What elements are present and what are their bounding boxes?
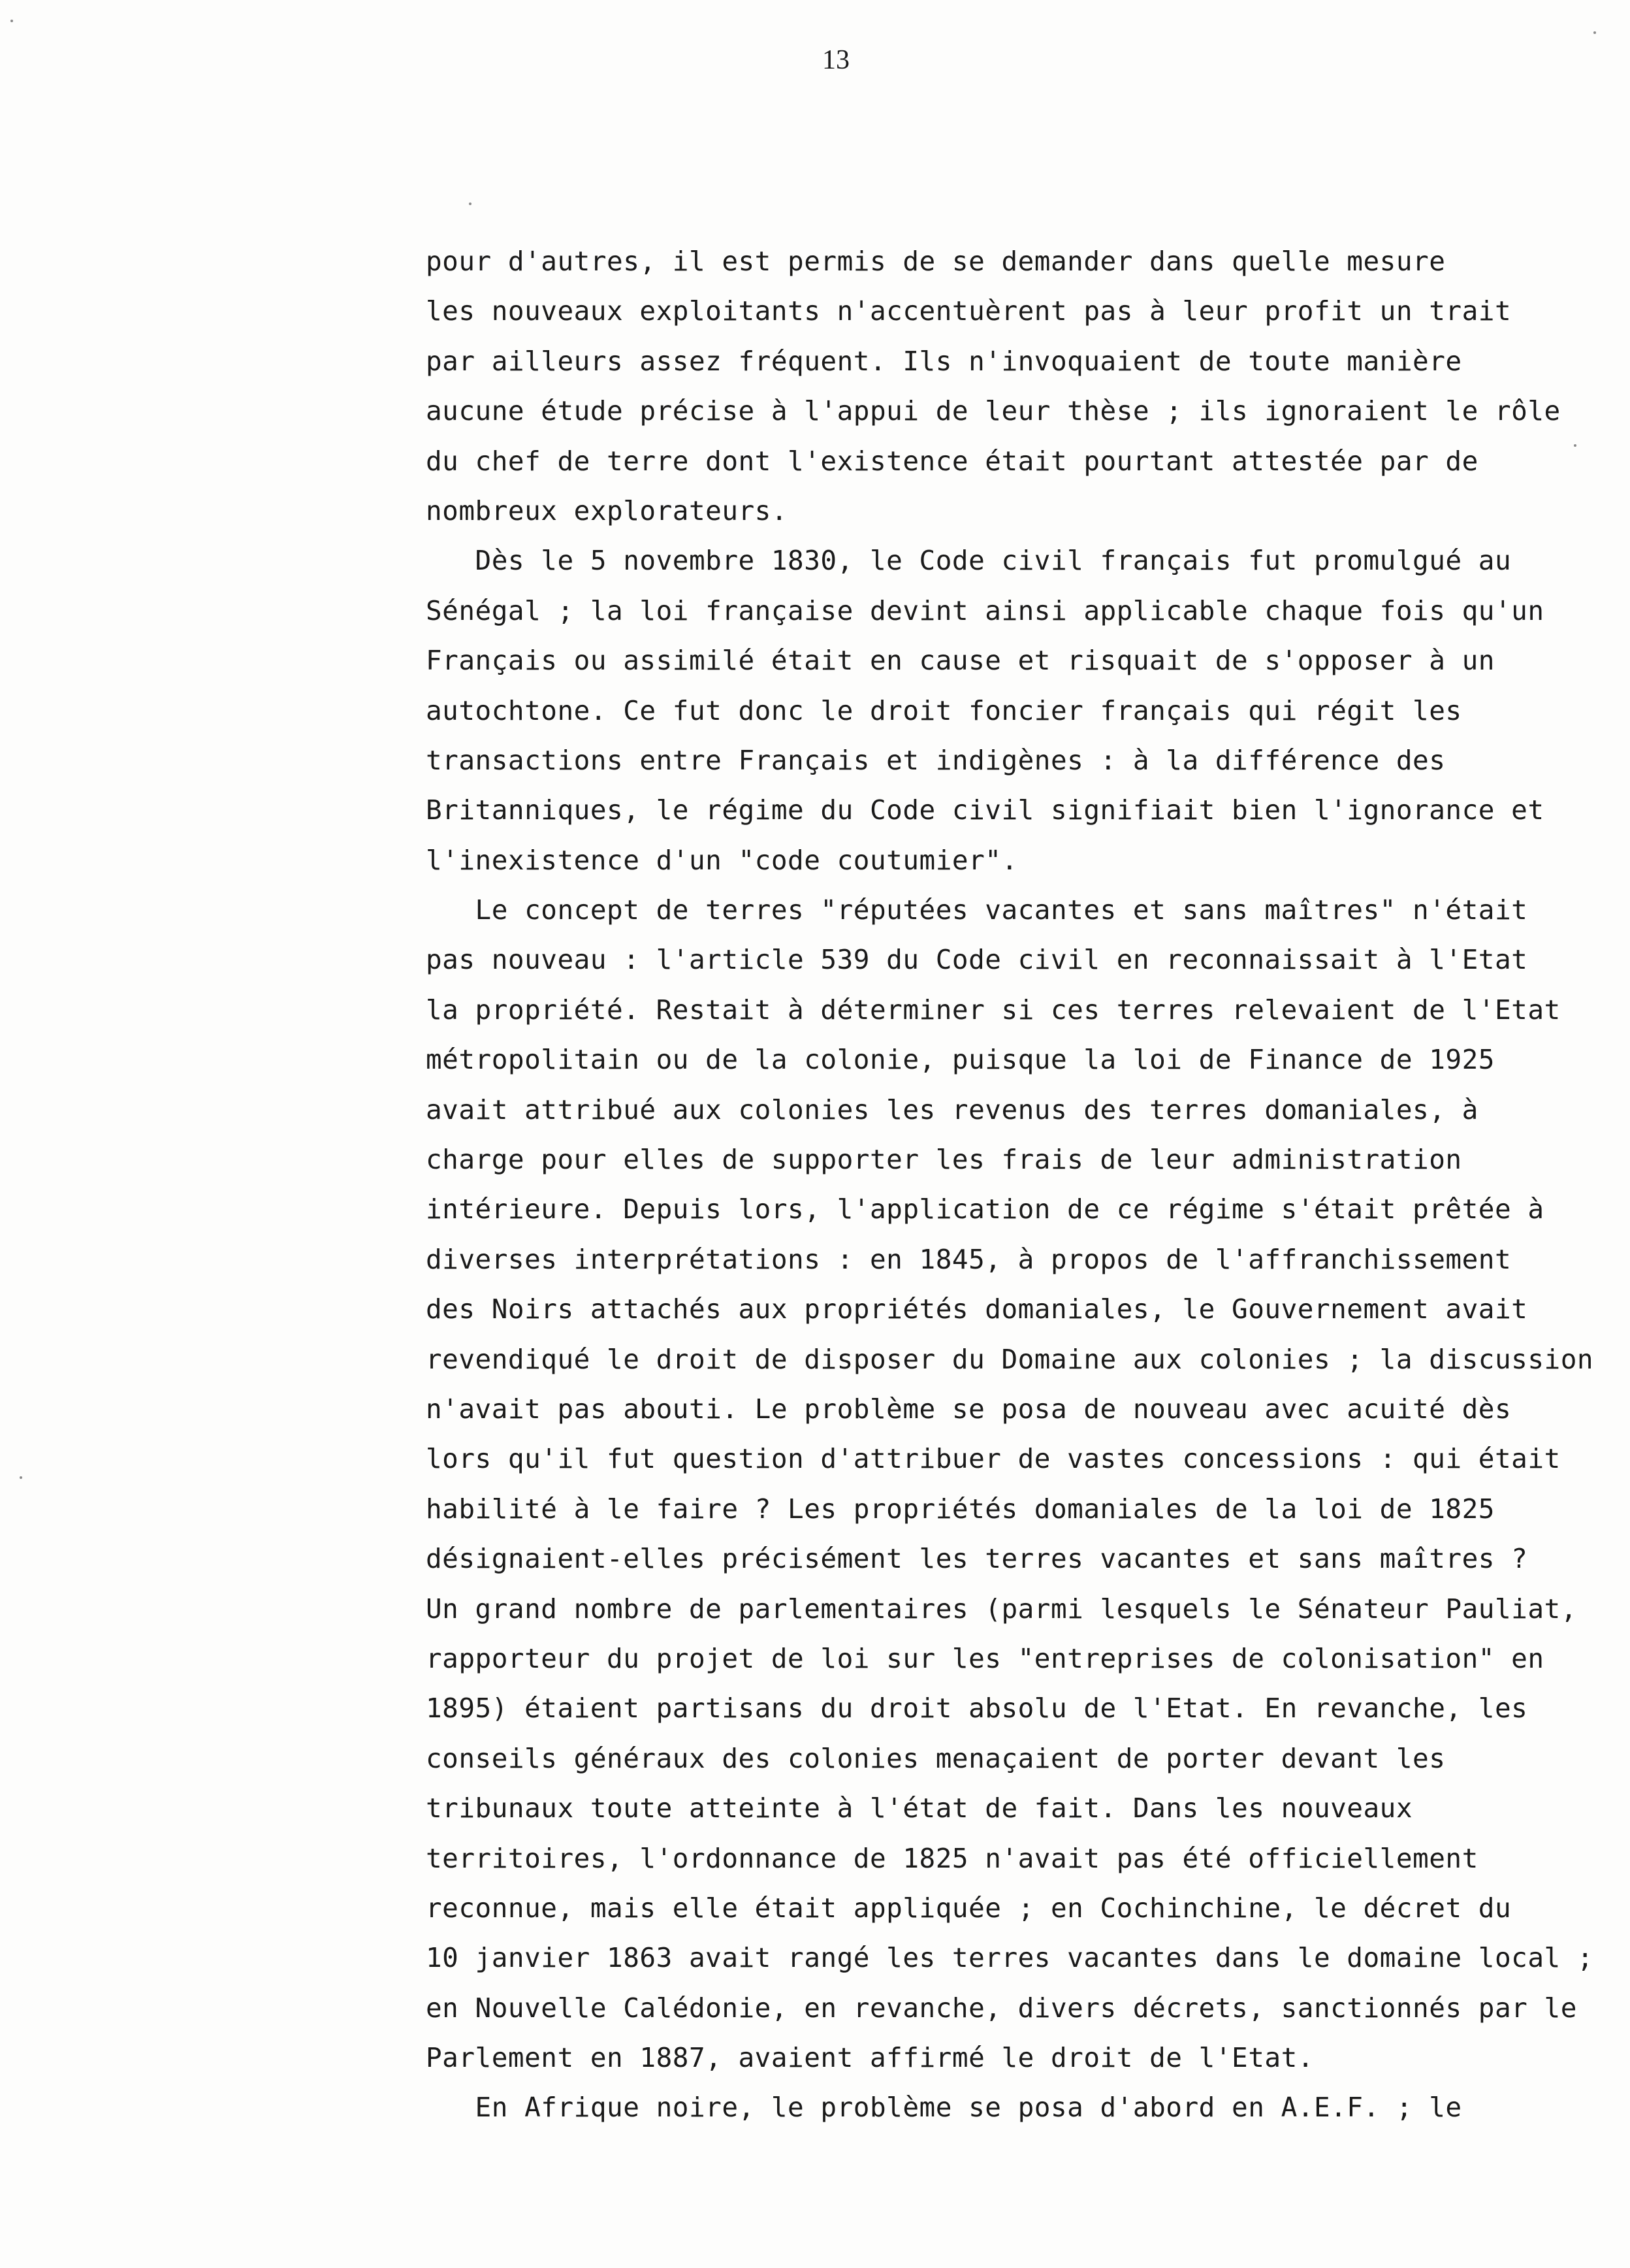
page-number: 13 <box>822 45 850 75</box>
text-line: les nouveaux exploitants n'accentuèrent pas à leur profit un trait <box>426 295 1512 327</box>
text-line: Français ou assimilé était en cause et risquait de s'opposer à un <box>426 645 1495 677</box>
text-line: Britanniques, le régime du Code civil signifiait bien l'ignorance et <box>426 794 1544 826</box>
text-line: Dès le 5 novembre 1830, le Code civil français fut promulgué au <box>426 545 1512 577</box>
text-line: conseils généraux des colonies menaçaient de porter devant les <box>426 1742 1446 1774</box>
text-line: Parlement en 1887, avaient affirmé le droit de l'Etat. <box>426 2042 1314 2074</box>
text-line: en Nouvelle Calédonie, en revanche, divers décrets, sanctionnés par le <box>426 1992 1577 2024</box>
text-line: pour d'autres, il est permis de se demander dans quelle mesure <box>426 246 1446 277</box>
text-line: autochtone. Ce fut donc le droit foncier français qui régit les <box>426 694 1462 726</box>
scan-speck <box>1593 31 1596 34</box>
text-line: lors qu'il fut question d'attribuer de vastes concessions : qui était <box>426 1443 1561 1475</box>
text-line: la propriété. Restait à déterminer si ces terres relevaient de l'Etat <box>426 994 1561 1026</box>
scan-speck <box>469 202 471 205</box>
text-line: Sénégal ; la loi française devint ainsi applicable chaque fois qu'un <box>426 594 1544 626</box>
text-line: du chef de terre dont l'existence était pourtant attestée par de <box>426 445 1478 477</box>
text-line: reconnue, mais elle était appliquée ; en Cochinchine, le décret du <box>426 1892 1512 1924</box>
text-line: diverses interprétations : en 1845, à propos de l'affranchissement <box>426 1243 1512 1275</box>
text-line: par ailleurs assez fréquent. Ils n'invoquaient de toute manière <box>426 345 1462 377</box>
text-line: tribunaux toute atteinte à l'état de fait. Dans les nouveaux <box>426 1792 1413 1824</box>
text-line: charge pour elles de supporter les frais de leur administration <box>426 1144 1462 1176</box>
text-line: Un grand nombre de parlementaires (parmi lesquels le Sénateur Pauliat, <box>426 1593 1577 1625</box>
text-line: 10 janvier 1863 avait rangé les terres vacantes dans le domaine local ; <box>426 1942 1594 1974</box>
text-line: transactions entre Français et indigènes : à la différence des <box>426 744 1446 776</box>
body-text <box>426 236 1601 2133</box>
text-line: métropolitain ou de la colonie, puisque la loi de Finance de 1925 <box>426 1044 1495 1076</box>
scan-speck <box>20 1476 22 1479</box>
text-line: désignaient-elles précisément les terres vacantes et sans maîtres ? <box>426 1543 1528 1575</box>
text-line: l'inexistence d'un "code coutumier". <box>426 844 1018 876</box>
text-line: Le concept de terres "réputées vacantes et sans maîtres" n'était <box>426 894 1528 926</box>
text-line: pas nouveau : l'article 539 du Code civil en reconnaissait à l'Etat <box>426 944 1528 976</box>
text-line: En Afrique noire, le problème se posa d'abord en A.E.F. ; le <box>426 2092 1462 2124</box>
text-line: habilité à le faire ? Les propriétés domaniales de la loi de 1825 <box>426 1493 1495 1525</box>
text-line: avait attribué aux colonies les revenus des terres domaniales, à <box>426 1094 1478 1126</box>
text-line: des Noirs attachés aux propriétés domaniales, le Gouvernement avait <box>426 1293 1528 1325</box>
text-line: revendiqué le droit de disposer du Domaine aux colonies ; la discussion <box>426 1343 1594 1375</box>
text-line: 1895) étaient partisans du droit absolu de l'Etat. En revanche, les <box>426 1693 1528 1725</box>
text-line: intérieure. Depuis lors, l'application de ce régime s'était prêtée à <box>426 1193 1544 1225</box>
text-line: aucune étude précise à l'appui de leur thèse ; ils ignoraient le rôle <box>426 395 1561 427</box>
text-line: nombreux explorateurs. <box>426 494 788 526</box>
text-line: territoires, l'ordonnance de 1825 n'avait pas été officiellement <box>426 1842 1478 1874</box>
text-line: rapporteur du projet de loi sur les "entreprises de colonisation" en <box>426 1642 1544 1674</box>
scan-speck <box>10 20 13 22</box>
text-line: n'avait pas abouti. Le problème se posa de nouveau avec acuité dès <box>426 1393 1512 1425</box>
